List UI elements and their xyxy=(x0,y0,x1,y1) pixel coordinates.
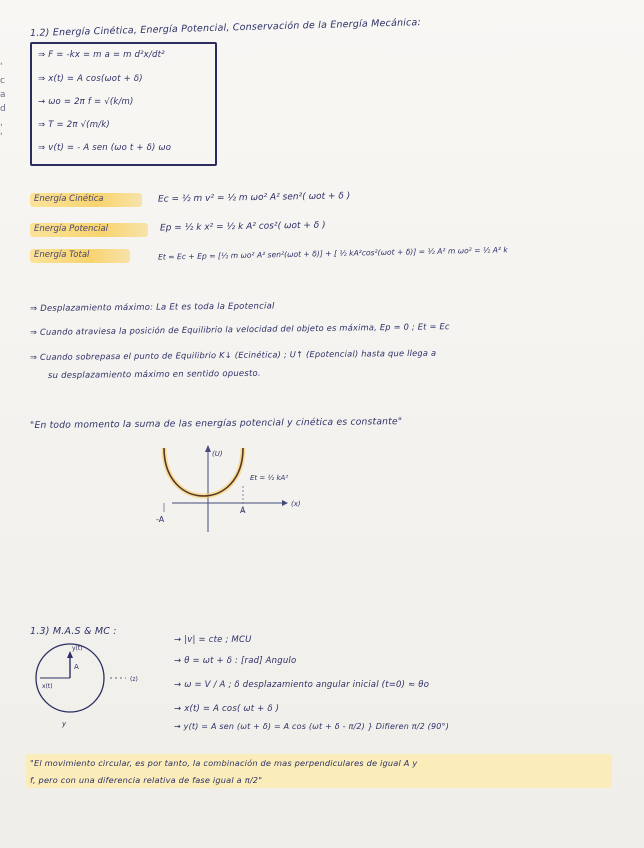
formula-kinetic-energy: Ec = ½ m v² = ½ m ωo² A² sen²( ωot + δ ) xyxy=(157,191,351,205)
circle-bottom-label: x(t) xyxy=(42,683,53,690)
curve-highlight xyxy=(164,448,243,496)
circle-inner-label: A xyxy=(74,663,79,671)
quote-circular-line1: "El movimiento circular, es por tanto, la combinación de mas perpendiculares de igual A y xyxy=(30,758,418,768)
note-opposite-direction: su desplazamiento máximo en sentido opuesto. xyxy=(47,368,261,381)
x-axis-arrow xyxy=(282,500,288,506)
potential-curve xyxy=(164,448,243,496)
mc-line-speed: → |v| = cte ; MCU xyxy=(174,635,252,645)
circular-motion-diagram xyxy=(30,636,160,736)
note-equilibrium: ⇒ Cuando atraviesa la posición de Equilibrio la velocidad del objeto es máxima, Ep = 0 ; Et = Ec xyxy=(29,321,450,337)
mc-line-angle: → θ = ωt + δ : [rad] Angulo xyxy=(174,656,297,666)
mc-line-x: → x(t) = A cos( ωt + δ ) xyxy=(174,704,280,714)
circle-top-label: y(t) xyxy=(72,645,83,652)
box-line-velocity: ⇒ v(t) = - A sen (ωo t + δ) ωo xyxy=(38,143,172,153)
label-total-energy: Energía Total xyxy=(30,249,130,263)
note-max-displacement: ⇒ Desplazamiento máximo: La Et es toda la Epotencial xyxy=(29,301,275,314)
graph-x-label: (x) xyxy=(291,500,301,508)
circle-side-label: (z) xyxy=(130,676,138,683)
box-line-period: ⇒ T = 2π √(m/k) xyxy=(38,120,110,130)
circle-y-caption: y xyxy=(62,720,67,728)
potential-energy-graph xyxy=(140,440,320,535)
box-line-force: ⇒ F = -kx = m a = m d²x/dt² xyxy=(38,50,165,60)
quote-energy-constant: "En todo momento la suma de las energías potencial y cinética es constante" xyxy=(29,416,403,431)
quote-circular-line2: f, pero con una diferencia relativa de fase igual a π/2" xyxy=(30,775,263,785)
box-line-omega: → ωo = 2π f = √(k/m) xyxy=(38,97,134,107)
mc-line-y: → y(t) = A sen (ωt + δ) = A cos (ωt + δ - π/2) } Difieren π/2 (90°) xyxy=(174,722,450,731)
label-kinetic-energy: Energía Cinética xyxy=(30,193,142,207)
formula-box xyxy=(30,42,217,166)
margin-marks: ' c a d , ' xyxy=(0,62,6,142)
note-past-equilibrium: ⇒ Cuando sobrepasa el punto de Equilibrio K↓ (Ecinética) ; U↑ (Epotencial) hasta que llega a xyxy=(29,347,437,362)
section1-title: 1.2) Energía Cinética, Energía Potencial, Conservación de la Energía Mecánica: xyxy=(29,17,422,39)
formula-potential-energy: Ep = ½ k x² = ½ k A² cos²( ωot + δ ) xyxy=(159,220,326,234)
label-potential-energy: Energía Potencial xyxy=(30,223,148,237)
graph-annotation: Et = ½ kA² xyxy=(250,474,289,482)
box-line-position: ⇒ x(t) = A cos(ωot + δ) xyxy=(38,74,143,84)
graph-right-label: A xyxy=(240,506,246,515)
graph-y-label: (U) xyxy=(212,450,223,458)
y-axis-arrow xyxy=(205,445,211,452)
formula-total-energy: Et = Ec + Ep = [½ m ωo² A² sen²(ωot + δ)] + [ ½ kA²cos²(ωot + δ)] = ½ A² m ωo² = ½ A² k xyxy=(157,245,508,262)
section2-title: 1.3) M.A.S & MC : xyxy=(30,626,117,637)
radius-arrow xyxy=(67,651,73,658)
mc-line-omega: → ω = V / A ; δ desplazamiento angular inicial (t=0) ≈ θo xyxy=(174,680,430,690)
graph-left-label: -A xyxy=(156,515,165,524)
